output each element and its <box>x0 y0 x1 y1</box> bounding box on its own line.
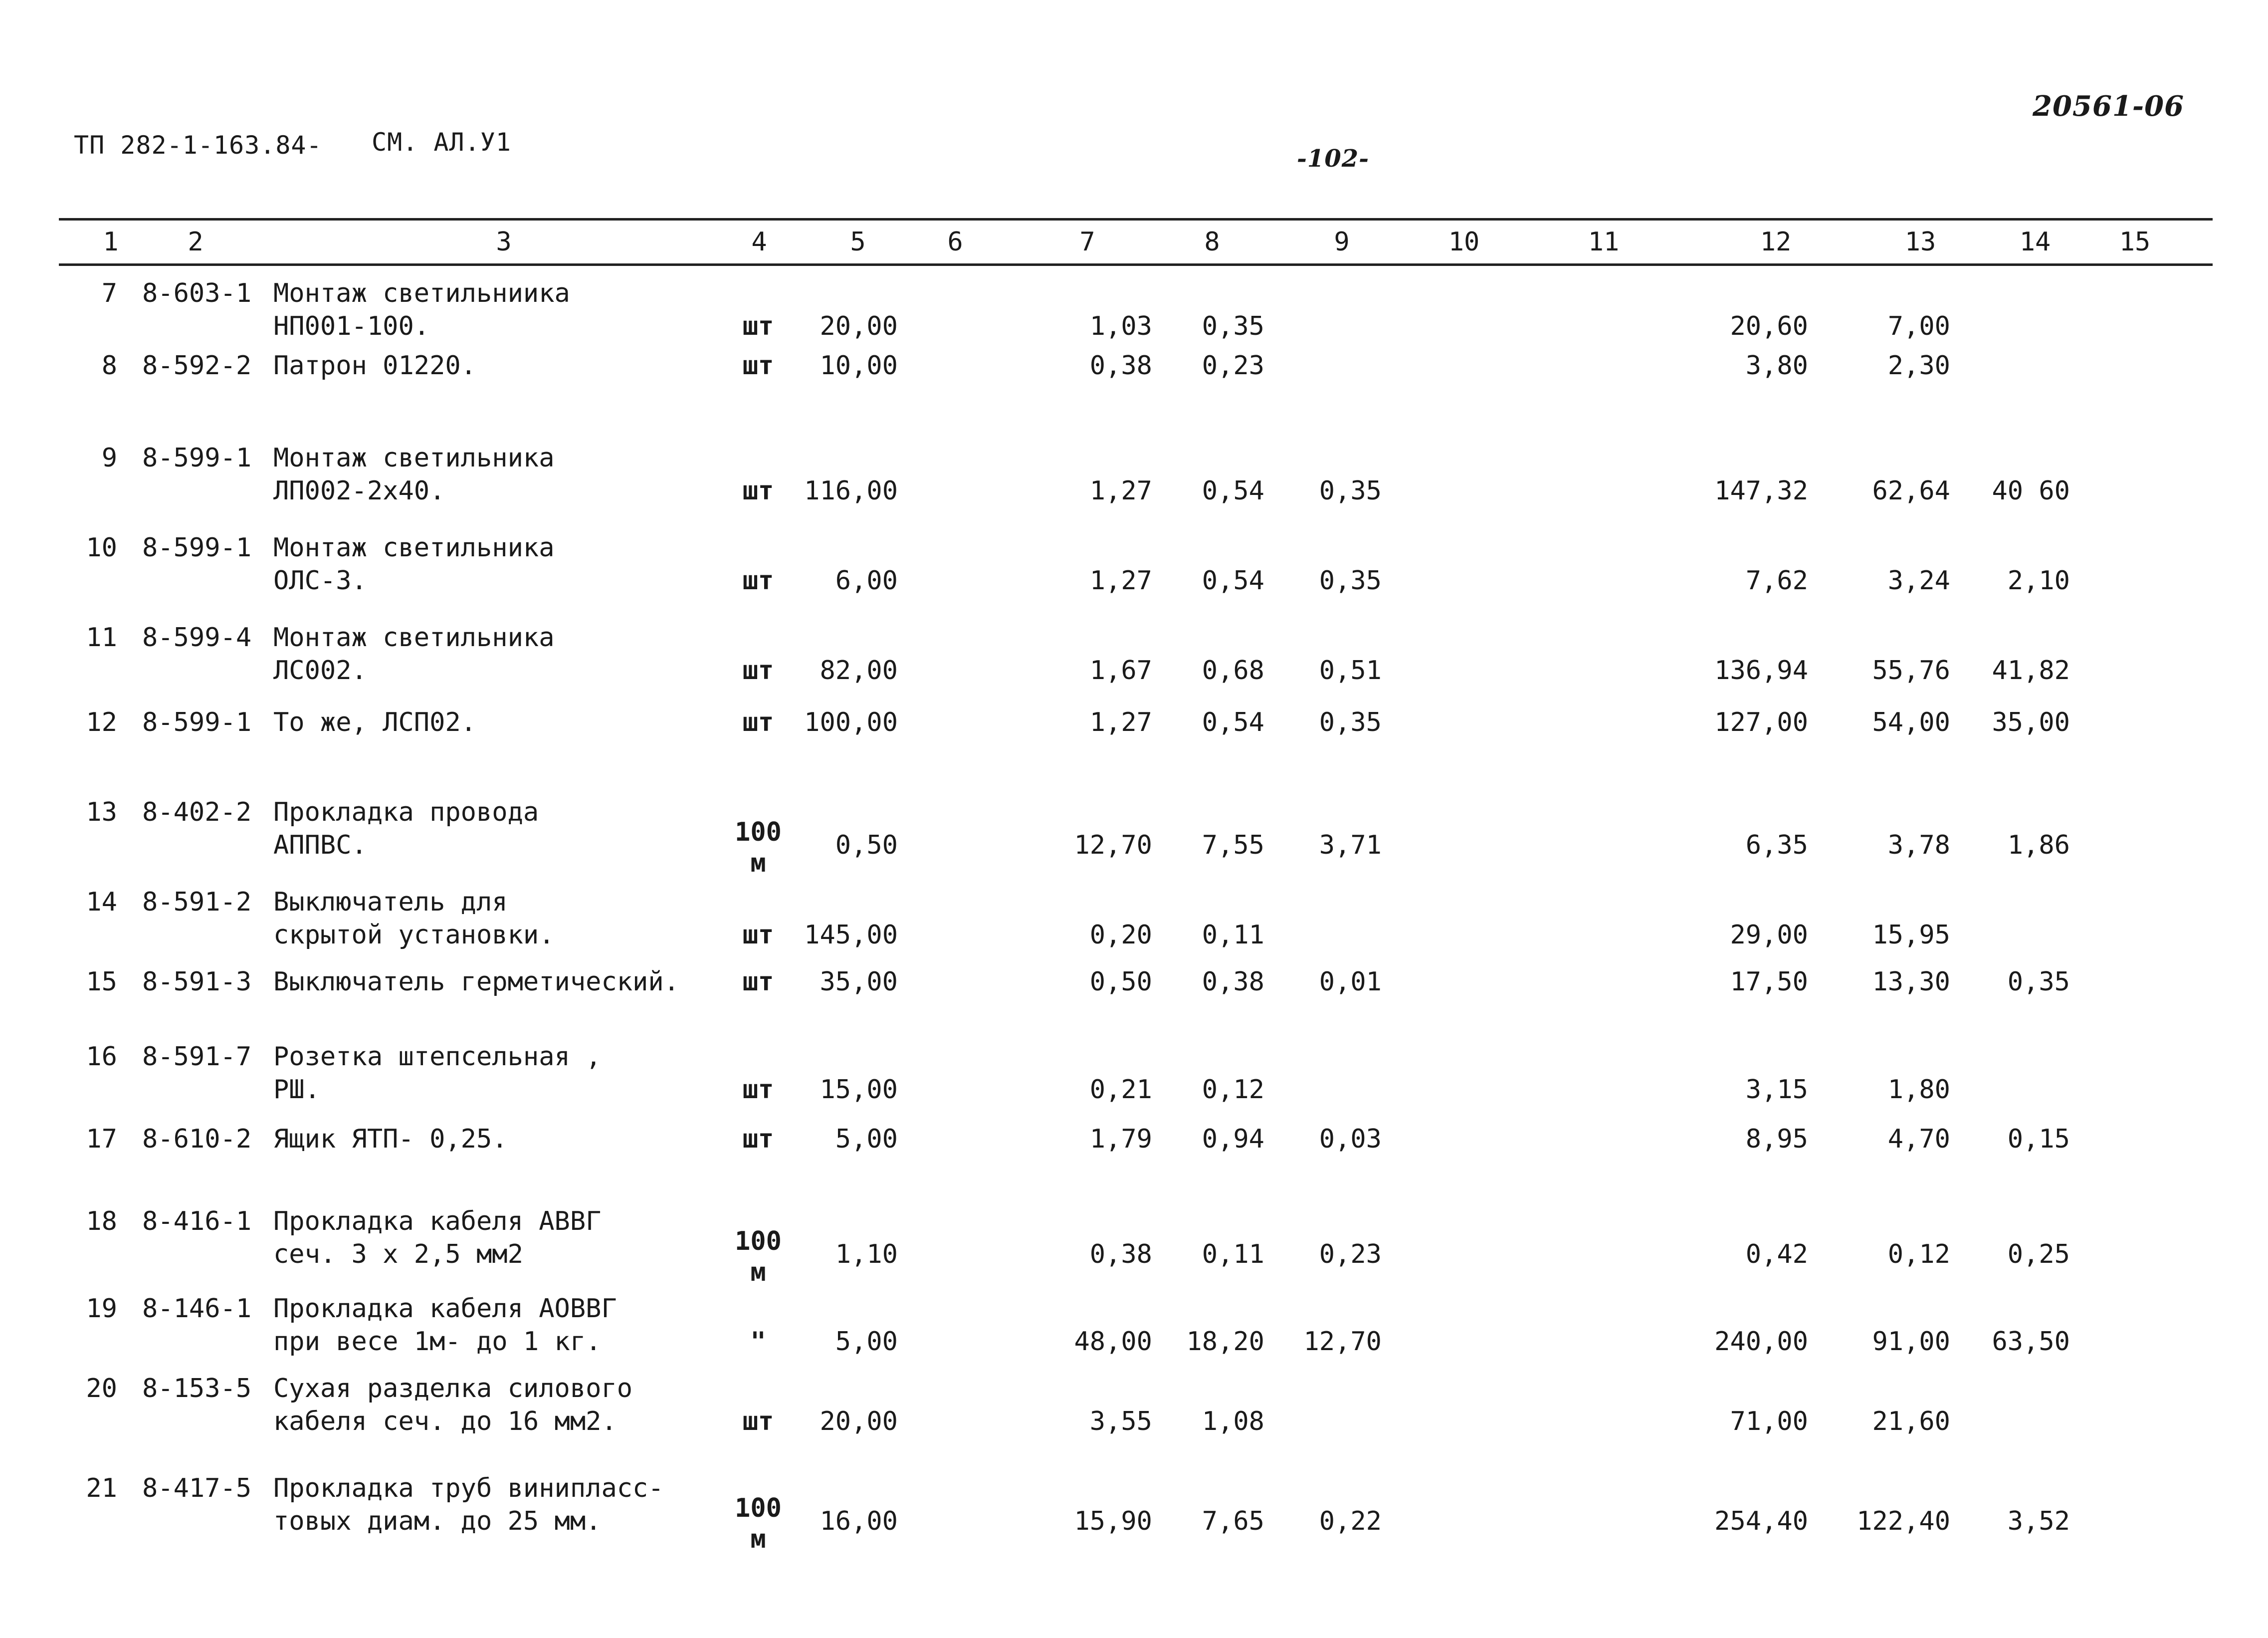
page-number: -102- <box>1297 145 1370 173</box>
value-col-5: 5,00 <box>835 1124 898 1154</box>
value-col-8: 7,65 <box>1202 1506 1264 1536</box>
value-col-14: 3,52 <box>2007 1506 2070 1536</box>
item-code: 8-153-5 <box>142 1374 252 1404</box>
row-number: 7 <box>101 278 117 308</box>
value-col-5: 145,00 <box>804 920 898 950</box>
value-col-9: 3,71 <box>1319 830 1382 860</box>
row-number: 8 <box>101 351 117 381</box>
value-col-9: 0,51 <box>1319 656 1382 686</box>
value-col-13: 54,00 <box>1872 707 1950 737</box>
value-col-5: 100,00 <box>804 707 898 737</box>
item-description: РШ. <box>273 1075 320 1105</box>
value-col-14: 0,15 <box>2007 1124 2070 1154</box>
row-number: 17 <box>86 1124 117 1154</box>
column-header-2: 2 <box>188 227 204 257</box>
column-header-13: 13 <box>1904 227 1936 257</box>
value-col-8: 7,55 <box>1202 830 1264 860</box>
value-col-9: 0,23 <box>1319 1239 1382 1269</box>
row-number: 21 <box>86 1473 117 1503</box>
value-col-12: 6,35 <box>1745 830 1808 860</box>
unit-of-measure: шт <box>742 566 774 596</box>
item-code: 8-416-1 <box>142 1206 252 1236</box>
item-description: Монтаж светильниика <box>273 278 570 308</box>
value-col-12: 254,40 <box>1714 1506 1808 1536</box>
value-col-9: 0,03 <box>1319 1124 1382 1154</box>
value-col-7: 1,27 <box>1089 707 1152 737</box>
value-col-12: 0,42 <box>1745 1239 1808 1269</box>
item-code: 8-599-1 <box>142 707 252 737</box>
item-description: Сухая разделка силового <box>273 1374 633 1404</box>
item-code: 8-603-1 <box>142 278 252 308</box>
value-col-13: 91,00 <box>1872 1327 1950 1357</box>
item-description: НП001-100. <box>273 311 430 341</box>
item-code: 8-592-2 <box>142 351 252 381</box>
value-col-12: 240,00 <box>1714 1327 1808 1357</box>
column-header-7: 7 <box>1079 227 1095 257</box>
item-description: Выключатель для <box>273 887 508 917</box>
column-header-8: 8 <box>1204 227 1220 257</box>
value-col-12: 7,62 <box>1745 566 1808 596</box>
value-col-7: 1,03 <box>1089 311 1152 341</box>
value-col-7: 1,67 <box>1089 656 1152 686</box>
value-col-12: 127,00 <box>1714 707 1808 737</box>
value-col-7: 3,55 <box>1089 1406 1152 1436</box>
value-col-7: 1,27 <box>1089 476 1152 506</box>
value-col-5: 20,00 <box>820 1406 898 1436</box>
item-description: Монтаж светильника <box>273 623 555 653</box>
value-col-8: 0,54 <box>1202 707 1264 737</box>
value-col-13: 55,76 <box>1872 656 1950 686</box>
value-col-13: 62,64 <box>1872 476 1950 506</box>
row-number: 19 <box>86 1294 117 1324</box>
value-col-8: 0,23 <box>1202 351 1264 381</box>
item-code: 8-591-3 <box>142 967 252 997</box>
value-col-14: 35,00 <box>1992 707 2070 737</box>
column-header-15: 15 <box>2119 227 2151 257</box>
unit-of-measure: 100 <box>735 1493 782 1523</box>
value-col-12: 136,94 <box>1714 656 1808 686</box>
value-col-7: 0,38 <box>1089 1239 1152 1269</box>
value-col-8: 18,20 <box>1186 1327 1264 1357</box>
value-col-7: 1,79 <box>1089 1124 1152 1154</box>
value-col-7: 15,90 <box>1074 1506 1152 1536</box>
value-col-12: 17,50 <box>1730 967 1808 997</box>
unit-of-measure: шт <box>742 656 774 686</box>
unit-of-measure: м <box>750 1524 766 1554</box>
item-code: 8-599-1 <box>142 443 252 473</box>
value-col-7: 48,00 <box>1074 1327 1152 1357</box>
item-code: 8-610-2 <box>142 1124 252 1154</box>
item-description: АППВС. <box>273 830 367 860</box>
item-description: Прокладка кабеля АОВВГ <box>273 1294 617 1324</box>
value-col-13: 0,12 <box>1887 1239 1950 1269</box>
value-col-14: 0,25 <box>2007 1239 2070 1269</box>
item-description: Выключатель герметический. <box>273 967 679 997</box>
unit-of-measure: м <box>750 1257 766 1287</box>
column-header-12: 12 <box>1760 227 1792 257</box>
value-col-9: 0,35 <box>1319 476 1382 506</box>
unit-of-measure: шт <box>742 476 774 506</box>
value-col-5: 10,00 <box>820 351 898 381</box>
row-number: 13 <box>86 797 117 827</box>
column-header-9: 9 <box>1334 227 1350 257</box>
row-number: 18 <box>86 1206 117 1236</box>
value-col-9: 0,35 <box>1319 566 1382 596</box>
value-col-12: 20,60 <box>1730 311 1808 341</box>
value-col-14: 1,86 <box>2007 830 2070 860</box>
column-header-6: 6 <box>947 227 963 257</box>
row-number: 12 <box>86 707 117 737</box>
column-header-11: 11 <box>1588 227 1620 257</box>
value-col-9: 0,35 <box>1319 707 1382 737</box>
value-col-5: 0,50 <box>835 830 898 860</box>
value-col-8: 0,54 <box>1202 476 1264 506</box>
item-description: скрытой установки. <box>273 920 555 950</box>
item-description: ОЛС-3. <box>273 566 367 596</box>
archive-code: 20561-06 <box>2033 90 2184 123</box>
row-number: 10 <box>86 533 117 563</box>
reference-note: СМ. АЛ.У1 <box>372 128 511 157</box>
value-col-5: 6,00 <box>835 566 898 596</box>
value-col-5: 35,00 <box>820 967 898 997</box>
unit-of-measure: шт <box>742 1075 774 1105</box>
value-col-8: 0,12 <box>1202 1075 1264 1105</box>
row-number: 11 <box>86 623 117 653</box>
value-col-7: 0,20 <box>1089 920 1152 950</box>
item-description: То же, ЛСП02. <box>273 707 476 737</box>
value-col-9: 0,22 <box>1319 1506 1382 1536</box>
value-col-13: 7,00 <box>1887 311 1950 341</box>
item-description: Прокладка провода <box>273 797 539 827</box>
value-col-9: 12,70 <box>1303 1327 1382 1357</box>
value-col-13: 15,95 <box>1872 920 1950 950</box>
column-header-14: 14 <box>2019 227 2051 257</box>
value-col-5: 116,00 <box>804 476 898 506</box>
value-col-13: 3,24 <box>1887 566 1950 596</box>
doc-reference: ТП 282-1-163.84- <box>74 131 322 160</box>
value-col-13: 122,40 <box>1856 1506 1950 1536</box>
unit-of-measure: шт <box>742 920 774 950</box>
item-description: ЛС002. <box>273 656 367 686</box>
value-col-5: 5,00 <box>835 1327 898 1357</box>
value-col-5: 82,00 <box>820 656 898 686</box>
value-col-5: 16,00 <box>820 1506 898 1536</box>
item-description: Ящик ЯТП- 0,25. <box>273 1124 508 1154</box>
value-col-13: 1,80 <box>1887 1075 1950 1105</box>
row-number: 20 <box>86 1374 117 1404</box>
column-header-4: 4 <box>751 227 767 257</box>
value-col-5: 15,00 <box>820 1075 898 1105</box>
item-code: 8-591-2 <box>142 887 252 917</box>
table-header-rule <box>59 263 2213 266</box>
value-col-12: 3,80 <box>1745 351 1808 381</box>
value-col-5: 20,00 <box>820 311 898 341</box>
item-description: кабеля сеч. до 16 мм2. <box>273 1406 617 1436</box>
value-col-12: 147,32 <box>1714 476 1808 506</box>
item-code: 8-402-2 <box>142 797 252 827</box>
item-description: Прокладка кабеля АВВГ <box>273 1206 602 1236</box>
value-col-7: 12,70 <box>1074 830 1152 860</box>
item-description: Монтаж светильника <box>273 533 555 563</box>
item-code: 8-591-7 <box>142 1042 252 1072</box>
item-code: 8-417-5 <box>142 1473 252 1503</box>
table-top-rule <box>59 218 2213 221</box>
item-code: 8-599-4 <box>142 623 252 653</box>
value-col-8: 0,11 <box>1202 1239 1264 1269</box>
item-description: при весе 1м- до 1 кг. <box>273 1327 602 1357</box>
item-description: товых диам. до 25 мм. <box>273 1506 602 1536</box>
unit-of-measure: шт <box>742 311 774 341</box>
value-col-8: 0,35 <box>1202 311 1264 341</box>
value-col-13: 2,30 <box>1887 351 1950 381</box>
unit-of-measure: 100 <box>735 817 782 847</box>
item-description: сеч. 3 х 2,5 мм2 <box>273 1239 523 1269</box>
item-description: Розетка штепсельная , <box>273 1042 602 1072</box>
value-col-14: 63,50 <box>1992 1327 2070 1357</box>
value-col-14: 41,82 <box>1992 656 2070 686</box>
unit-of-measure: шт <box>742 967 774 997</box>
value-col-7: 0,50 <box>1089 967 1152 997</box>
row-number: 16 <box>86 1042 117 1072</box>
item-description: ЛП002-2х40. <box>273 476 445 506</box>
unit-of-measure: шт <box>742 351 774 381</box>
value-col-5: 1,10 <box>835 1239 898 1269</box>
unit-of-measure: шт <box>742 1124 774 1154</box>
value-col-9: 0,01 <box>1319 967 1382 997</box>
column-header-5: 5 <box>850 227 866 257</box>
column-header-10: 10 <box>1448 227 1480 257</box>
item-description: Прокладка труб винипласс- <box>273 1473 664 1503</box>
unit-of-measure: шт <box>742 1406 774 1436</box>
value-col-12: 29,00 <box>1730 920 1808 950</box>
value-col-14: 40 60 <box>1992 476 2070 506</box>
unit-of-measure: " <box>750 1327 766 1357</box>
unit-of-measure: шт <box>742 707 774 737</box>
item-description: Патрон 01220. <box>273 351 476 381</box>
row-number: 14 <box>86 887 117 917</box>
value-col-8: 0,11 <box>1202 920 1264 950</box>
item-code: 8-146-1 <box>142 1294 252 1324</box>
value-col-8: 0,94 <box>1202 1124 1264 1154</box>
value-col-13: 4,70 <box>1887 1124 1950 1154</box>
unit-of-measure: м <box>750 848 766 878</box>
value-col-7: 1,27 <box>1089 566 1152 596</box>
value-col-13: 13,30 <box>1872 967 1950 997</box>
value-col-8: 1,08 <box>1202 1406 1264 1436</box>
unit-of-measure: 100 <box>735 1226 782 1256</box>
item-code: 8-599-1 <box>142 533 252 563</box>
value-col-7: 0,38 <box>1089 351 1152 381</box>
value-col-7: 0,21 <box>1089 1075 1152 1105</box>
value-col-13: 21,60 <box>1872 1406 1950 1436</box>
row-number: 15 <box>86 967 117 997</box>
column-header-3: 3 <box>496 227 512 257</box>
value-col-12: 3,15 <box>1745 1075 1808 1105</box>
column-header-1: 1 <box>103 227 119 257</box>
value-col-12: 8,95 <box>1745 1124 1808 1154</box>
value-col-14: 2,10 <box>2007 566 2070 596</box>
row-number: 9 <box>101 443 117 473</box>
item-description: Монтаж светильника <box>273 443 555 473</box>
value-col-13: 3,78 <box>1887 830 1950 860</box>
value-col-8: 0,54 <box>1202 566 1264 596</box>
value-col-8: 0,38 <box>1202 967 1264 997</box>
value-col-14: 0,35 <box>2007 967 2070 997</box>
value-col-12: 71,00 <box>1730 1406 1808 1436</box>
value-col-8: 0,68 <box>1202 656 1264 686</box>
